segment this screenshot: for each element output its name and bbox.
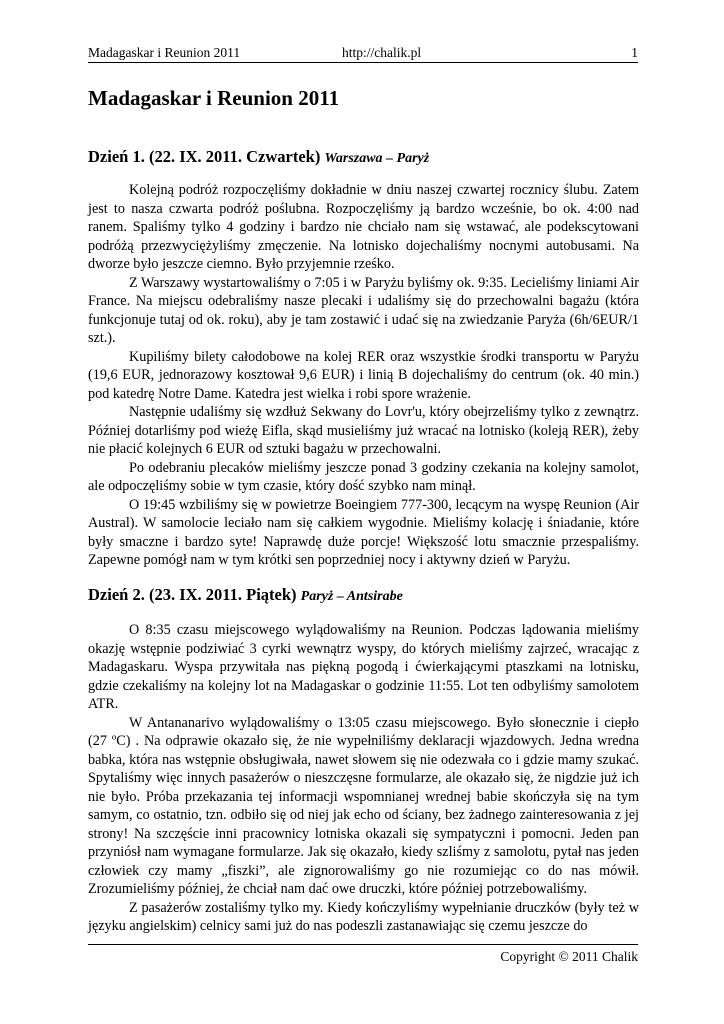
paragraph: Kupiliśmy bilety całodobowe na kolej RER oraz wszystkie środki transportu w Paryżu (19,6 EUR, jednorazowy kosztował 9,6 EUR) i linią B dojechaliśmy do centrum (ok. 40 min.) pod katedrę Notre Dame. Katedra jest wielka i robi spore wrażenie.: [88, 348, 639, 402]
day-2-heading: [88, 585, 403, 605]
page-header: [88, 44, 638, 63]
day-1-heading-text: Dzień 1. (22. IX. 2011. Czwartek): [88, 147, 321, 166]
footer-copyright: Copyright © 2011 Chalik: [500, 949, 638, 964]
footer-divider: [88, 944, 638, 945]
day-2-route: Paryż – Antsirabe: [300, 589, 403, 604]
paragraph: O 8:35 czasu miejscowego wylądowaliśmy na Reunion. Podczas lądowania mieliśmy okazję wstępnie podziwiać 3 cyrki wewnątrz wyspy, do których mieliśmy zajrzeć, wracając z Madagaskaru. Wyspa przywitała nas piękną pogodą i ćwierkającymi ptaszkami na lotnisku, gdzie czekaliśmy na kolejny lot na Madagaskar o godzinie 11:55. Lot ten odbyliśmy samolotem ATR.: [88, 622, 639, 712]
day-1-route: Warszawa – Paryż: [324, 151, 430, 166]
paragraph: Kolejną podróż rozpoczęliśmy dokładnie w dniu naszej czwartej rocznicy ślubu. Zatem jest to nasza czwarta podróż poślubna. Rozpoczęliśmy ją bardzo wcześnie, bo ok. 4:00 nad ranem. Spaliśmy tylko 4 godziny i bardzo nie chciało nam się wstawać, ale podekscytowani podróżą przezwyciężyliśmy zmęczenie. Na lotnisko dojechaliśmy nocnymi autobusami. Na dworze było jeszcze ciemno. Było przyjemnie rześko.: [88, 182, 639, 272]
header-title: Madagaskar i Reunion 2011: [88, 45, 241, 60]
day-1-heading: [88, 147, 429, 167]
paragraph: Następnie udaliśmy się wzdłuż Sekwany do Lovr'u, który obejrzeliśmy tylko z zewnątrz. Później dotarliśmy pod wieżę Eifla, skąd musieliśmy już wracać na lotnisko (koleją RER), żeby nie płacić kolejnych 6 EUR od sztuki bagażu w przechowalni.: [88, 404, 639, 457]
paragraph: W Antananarivo wylądowaliśmy o 13:05 czasu miejscowego. Było słonecznie i ciepło (27 ºC) . Na odprawie okazało się, że nie wypełniliśmy deklaracji wjazdowych. Jedna wredna babka, która nas wstępnie obsługiwała, nawet słowem się nie odezwała co i gdzie mamy szukać. Spytaliśmy więc innych pasażerów o nieszczęsne formularze, ale okazało się, że nigdzie już ich nie było. Próba przekazania tej informacji wspomnianej wrednej babie skończyła się na tym samym, co ostatnio, tzn. odbiło się od niej jak echo od ściany, bez żadnego zainteresowania z jej strony! Na szczęście inni pracownicy lotniska okazali się sympatyczni i pomocni. Jeden pan przyniósł nam wymagane formularze. Jak się okazało, kiedy szliśmy z samolotu, pytał nas jeden człowiek czy mamy „fiszki”, ale zignorowaliśmy go nie rozumiejąc co do nas mówił. Zrozumieliśmy później, że chciał nam dać owe druczki, które później potrzebowaliśmy.: [88, 714, 639, 897]
header-url: http://chalik.pl: [342, 45, 422, 60]
paragraph: O 19:45 wzbiliśmy się w powietrze Boeingiem 777-300, lecącym na wyspę Reunion (Air Austral). W samolocie leciało nam się całkiem wygodnie. Mieliśmy kolację i śniadanie, które były smaczne i bardzo syte! Naprawdę duże porcje! Większość lotu smacznie przespaliśmy. Zapewne pomógł nam w tym krótki sen poprzedniej nocy i aktywny dzień w Paryżu.: [88, 496, 639, 568]
paragraph: Z pasażerów zostaliśmy tylko my. Kiedy kończyliśmy wypełnianie druczków (były też w języku angielskim) celnicy sami już do nas podeszli zastanawiając się czemu jeszcze do: [88, 899, 639, 934]
document-title: Madagaskar i Reunion 2011: [88, 86, 340, 110]
day-1-body: [88, 181, 639, 570]
paragraph: Z Warszawy wystartowaliśmy o 7:05 i w Paryżu byliśmy ok. 9:35. Lecieliśmy liniami Air France. Na miejscu odebraliśmy nasze plecaki i udaliśmy się do przechowalni bagażu (która funkcjonuje tutaj od ok. roku), aby je tam zostawić i udać się na zwiedzanie Paryża (6h/6EUR/1 szt.).: [88, 274, 639, 346]
header-page-number: 1: [631, 45, 638, 60]
day-2-body: [88, 621, 639, 936]
paragraph: Po odebraniu plecaków mieliśmy jeszcze ponad 3 godziny czekania na kolejny samolot, ale odpoczęliśmy sobie w tym czasie, który dość szybko nam minął.: [88, 459, 639, 494]
day-2-heading-text: Dzień 2. (23. IX. 2011. Piątek): [88, 585, 297, 604]
